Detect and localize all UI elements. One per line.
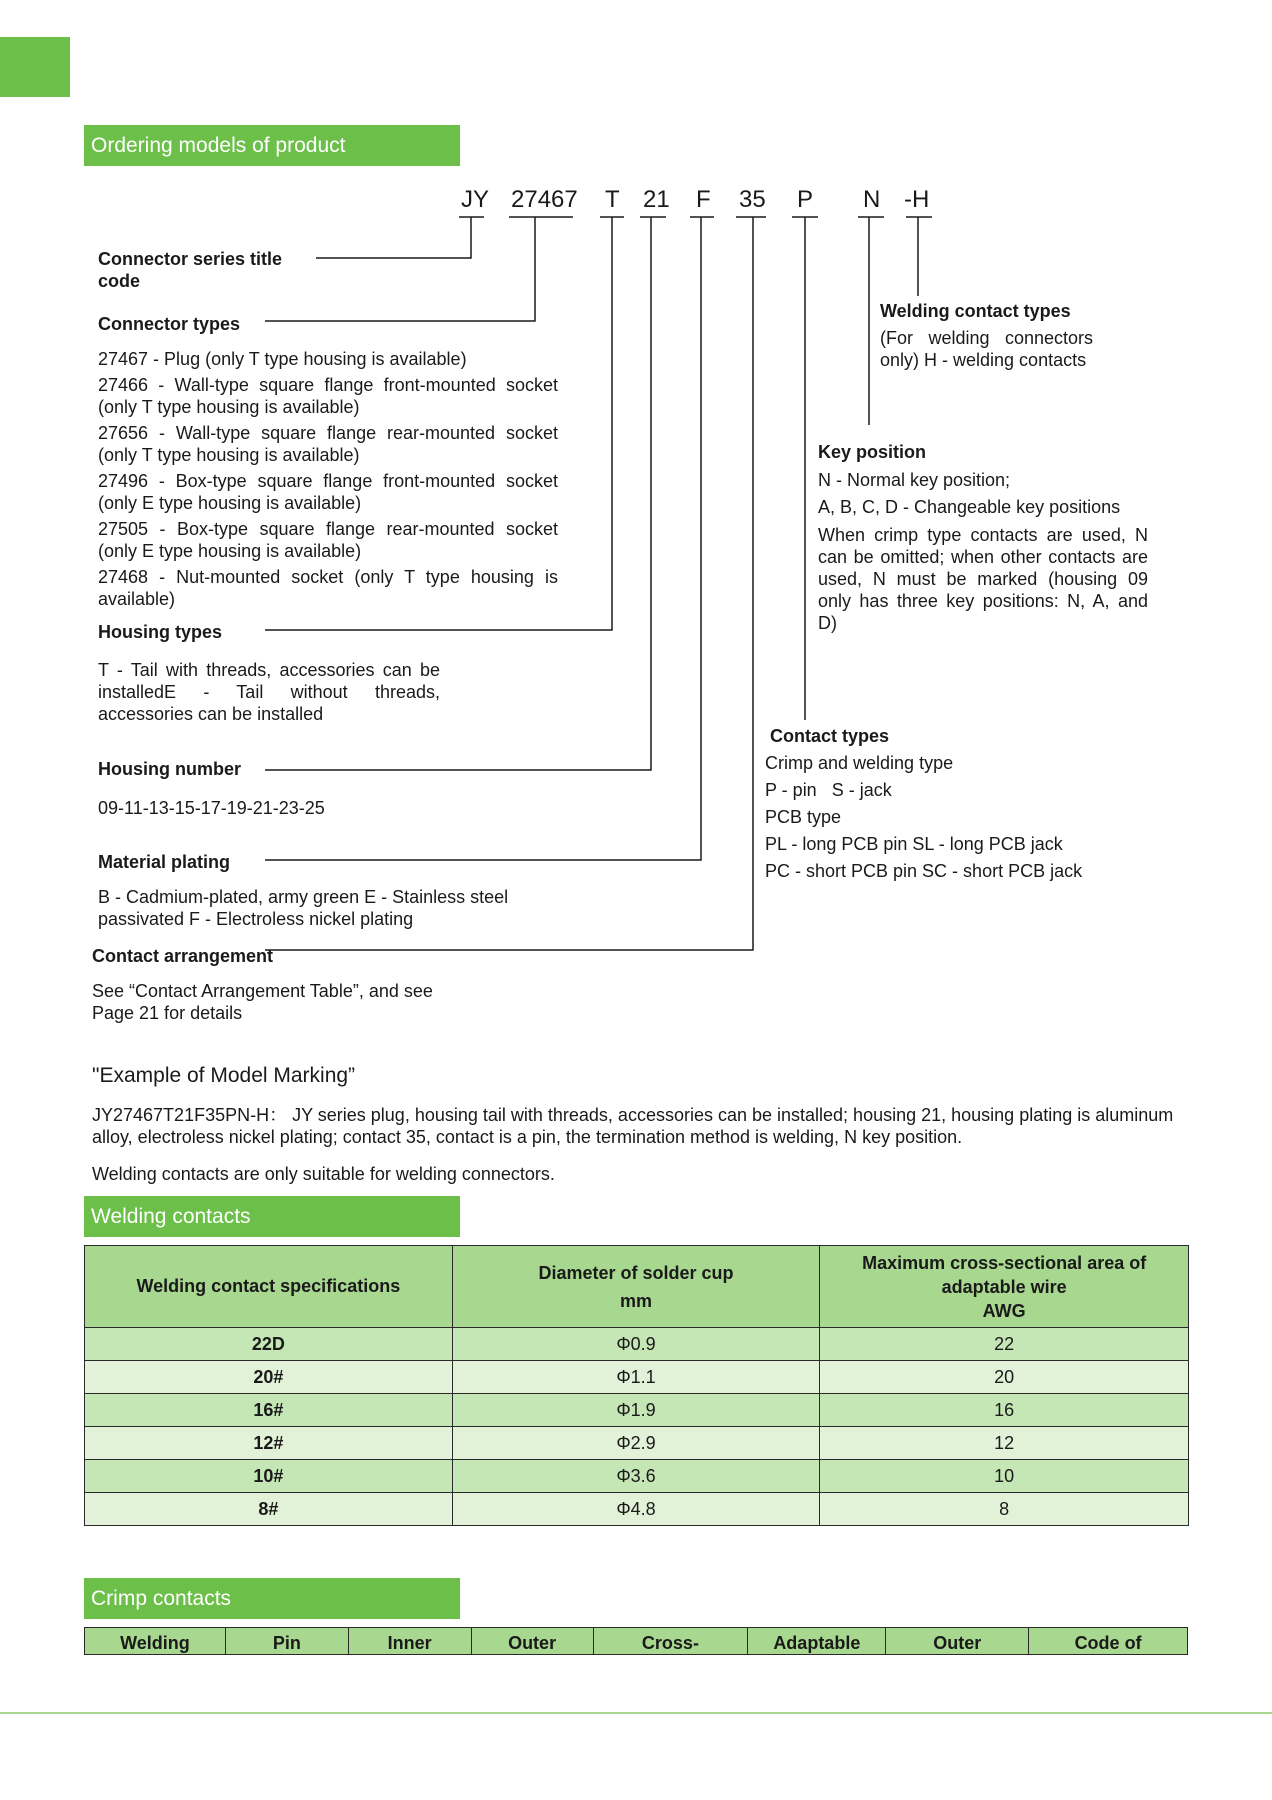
- table-row: [85, 1493, 1189, 1526]
- table-header-cell: Pin: [225, 1628, 348, 1655]
- connector-type-item: 27468 - Nut-mounted socket (only T type housing is available): [98, 567, 558, 609]
- example-text: JY27467T21F35PN-H： JY series plug, housing tail with threads, accessories can be installed; housing 21, housing plating is aluminum alloy, electroless nickel plating; contact 35, contact is a pin, the termination method is welding, N key position.: [92, 1105, 1174, 1147]
- footer-divider: [0, 1712, 1272, 1714]
- table-cell: 8#: [85, 1493, 453, 1526]
- table-cell: Φ3.6: [452, 1460, 820, 1493]
- table-cell: 22D: [85, 1328, 453, 1361]
- table-header-cell: Code of: [1029, 1628, 1188, 1655]
- section-title-welding: Welding contacts: [84, 1196, 460, 1237]
- code-part-welding: -H: [904, 186, 930, 213]
- table-cell: 10: [820, 1460, 1189, 1493]
- corner-accent: [0, 37, 70, 97]
- code-part-contact: P: [797, 186, 814, 213]
- table-header-cell: Outer: [886, 1628, 1029, 1655]
- table-cell: 22: [820, 1328, 1189, 1361]
- table-cell: 8: [820, 1493, 1189, 1526]
- label-contact-types: Contact types: [770, 726, 890, 746]
- table-cell: Φ0.9: [452, 1328, 820, 1361]
- label-material-plating: Material plating: [98, 852, 231, 872]
- table-cell: 20#: [85, 1361, 453, 1394]
- code-part-type: 27467: [511, 186, 578, 213]
- welding-contact-types-text: (For welding connectors only) H - welding contacts: [880, 328, 1093, 370]
- label-key-position: Key position: [818, 442, 927, 462]
- code-part-arrangement: 35: [739, 186, 766, 213]
- table-header-cell: Cross-: [593, 1628, 748, 1655]
- connector-type-item: 27467 - Plug (only T type housing is available): [98, 349, 467, 369]
- connector-type-item: 27496 - Box-type square flange front-mounted socket (only E type housing is available): [98, 471, 558, 513]
- table-cell: 12: [820, 1427, 1189, 1460]
- section-title-crimp: Crimp contacts: [84, 1578, 460, 1619]
- connector-types-list: [98, 348, 558, 610]
- connector-type-item: 27656 - Wall-type square flange rear-mounted socket (only T type housing is available): [98, 423, 558, 465]
- material-plating-text: B - Cadmium-plated, army green E - Stainless steel passivated F - Electroless nickel plating: [98, 887, 509, 929]
- table-row: [85, 1394, 1189, 1427]
- label-housing-number: Housing number: [98, 759, 241, 779]
- key-position-line2: A, B, C, D - Changeable key positions: [818, 497, 1121, 517]
- contact-type-line: Crimp and welding type: [765, 753, 954, 773]
- table-row: [85, 1361, 1189, 1394]
- housing-number-text: 09-11-13-15-17-19-21-23-25: [98, 798, 325, 818]
- table-cell: 10#: [85, 1460, 453, 1493]
- table-row: [85, 1460, 1189, 1493]
- table-cell: 16#: [85, 1394, 453, 1427]
- table-cell: Φ4.8: [452, 1493, 820, 1526]
- code-part-key: N: [863, 186, 881, 213]
- label-connector-types: Connector types: [98, 314, 241, 334]
- contact-type-line: PCB type: [765, 807, 842, 827]
- section-title-ordering: Ordering models of product: [84, 125, 460, 166]
- table-header-row: [85, 1246, 1189, 1328]
- key-position-line1: N - Normal key position;: [818, 470, 1011, 490]
- label-housing-types: Housing types: [98, 622, 223, 642]
- table-header-row: [85, 1628, 1188, 1655]
- crimp-contacts-table: [84, 1627, 1188, 1655]
- table-cell: 20: [820, 1361, 1189, 1394]
- table-cell: 12#: [85, 1427, 453, 1460]
- label-contact-arrangement: Contact arrangement: [92, 946, 274, 966]
- connector-type-item: 27505 - Box-type square flange rear-mounted socket (only E type housing is available): [98, 519, 558, 561]
- table-header-cell: Adaptable: [748, 1628, 886, 1655]
- code-part-plating: F: [696, 186, 711, 213]
- contact-types-list: [765, 752, 1082, 887]
- key-position-text: When crimp type contacts are used, N can be omitted; when other contacts are used, N must be marked (housing 09 only has three key positions: N, A, and D): [818, 525, 1148, 633]
- contact-type-line: PC - short PCB pin SC - short PCB jack: [765, 861, 1083, 881]
- example-note: Welding contacts are only suitable for welding connectors.: [92, 1164, 555, 1184]
- label-welding-contact-types: Welding contact types: [880, 301, 1071, 321]
- code-part-housing-number: 21: [643, 186, 670, 213]
- table-cell: Φ1.9: [452, 1394, 820, 1427]
- table-header-cell: Welding contact specifications: [85, 1246, 453, 1328]
- table-header-cell: Inner: [348, 1628, 471, 1655]
- table-header-cell: Diameter of solder cup mm: [452, 1246, 820, 1328]
- table-row: [85, 1427, 1189, 1460]
- welding-contacts-table: [84, 1245, 1189, 1526]
- table-header-cell: Outer: [471, 1628, 593, 1655]
- code-part-housing-type: T: [605, 186, 620, 213]
- contact-type-line: P - pin S - jack: [765, 780, 892, 800]
- label-series-code: Connector series title code: [98, 249, 283, 291]
- table-header-cell: Maximum cross-sectional area of adaptable wire AWG: [820, 1246, 1189, 1328]
- table-header-cell: Welding: [85, 1628, 226, 1655]
- housing-types-text: T - Tail with threads, accessories can be installedE - Tail without threads, accessories can be installed: [98, 660, 440, 724]
- contact-arrangement-text: See “Contact Arrangement Table”, and see Page 21 for details: [92, 981, 433, 1023]
- connector-type-item: 27466 - Wall-type square flange front-mounted socket (only T type housing is available): [98, 375, 558, 417]
- table-cell: Φ1.1: [452, 1361, 820, 1394]
- code-part-series: JY: [461, 186, 490, 213]
- contact-type-line: PL - long PCB pin SL - long PCB jack: [765, 834, 1063, 854]
- example-heading: "Example of Model Marking”: [92, 1064, 356, 1087]
- table-cell: Φ2.9: [452, 1427, 820, 1460]
- table-cell: 16: [820, 1394, 1189, 1427]
- table-row: [85, 1328, 1189, 1361]
